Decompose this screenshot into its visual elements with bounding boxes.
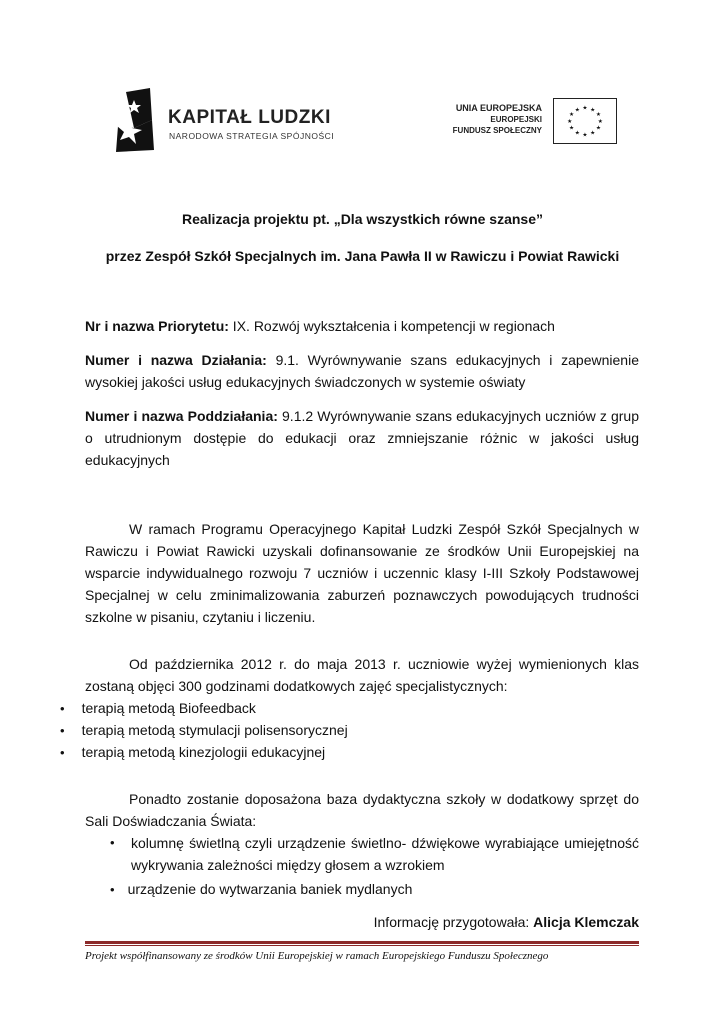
list-item [110, 832, 639, 876]
document-title: Realizacja projektu pt. „Dla wszystkich równe szanse” [181, 211, 543, 227]
svg-text:★: ★ [595, 125, 601, 132]
svg-text:★: ★ [574, 130, 580, 137]
svg-text:★: ★ [567, 118, 573, 125]
svg-text:★: ★ [582, 132, 588, 139]
svg-text:★: ★ [590, 130, 596, 137]
action-value: 9.1. Wyrównywanie szans edukacyjnych i zapewnienie wysokiej jakości usług edukacyjnych świadczonych w systemie oświaty [85, 352, 639, 390]
bullet-icon: • [60, 745, 65, 760]
signature-label: Informację przygotowała: [373, 914, 534, 930]
svg-text:★: ★ [574, 107, 580, 114]
eu-line-1: UNIA EUROPEJSKA [455, 103, 542, 113]
list-item-text: terapią metodą Biofeedback [81, 700, 256, 716]
subaction-value: 9.1.2 Wyrównywanie szans edukacyjnych uczniów z grup o utrudnionym dostępie do edukacji oraz zmniejszanie różnic w jakości usług edukacyjnych [85, 408, 639, 468]
list-item-text: kolumnę świetlną czyli urządzenie świetlno- dźwiękowe wyrabiające umiejętność wykrywania zależności między głosem a wzrokiem [131, 835, 639, 873]
footer-divider [85, 941, 639, 944]
kapital-ludzki-logo-icon [112, 88, 162, 156]
action-line [85, 349, 639, 393]
signature-line [374, 914, 639, 930]
eu-line-2: EUROPEJSKI [490, 115, 542, 124]
eu-line-3: FUNDUSZ SPOŁECZNY [452, 126, 542, 135]
list-item [110, 878, 412, 901]
list-item-text: terapią metodą kinezjologii edukacyjnej [81, 744, 326, 760]
logo-subtitle: NARODOWA STRATEGIA SPÓJNOŚCI [169, 131, 335, 141]
list-item [60, 719, 348, 742]
list-item [60, 697, 256, 720]
list-item-text: urządzenie do wytwarzania baniek mydlanych [127, 881, 413, 897]
svg-text:★: ★ [597, 118, 603, 125]
svg-text:★: ★ [569, 125, 575, 132]
svg-text:★: ★ [595, 112, 601, 119]
footer-divider-thin [85, 945, 639, 946]
signature-name: Alicja Klemczak [533, 914, 639, 930]
bullet-icon: • [110, 882, 115, 897]
eu-logo-text [436, 103, 542, 136]
paragraph-3: Ponadto zostanie doposażona baza dydaktyczna szkoły w dodatkowy sprzęt do Sali Doświadczania Świata: [85, 791, 639, 829]
bullet-icon: • [60, 701, 65, 716]
priority-line [85, 315, 639, 337]
bullet-icon: • [60, 723, 65, 738]
paragraph-2: Od października 2012 r. do maja 2013 r. uczniowie wyżej wymienionych klas zostaną objęci 300 godzinami dodatkowych zajęć specjalistycznych: [85, 656, 639, 694]
footer-text: Projekt współfinansowany ze środków Unii Europejskiej w ramach Europejskiego Funduszu Społecznego [85, 950, 549, 962]
paragraph-1: W ramach Programu Operacyjnego Kapitał Ludzki Zespół Szkół Specjalnych w Rawiczu i Powiat Rawicki uzyskali dofinansowanie ze środków Unii Europejskiej na wsparcie indywidualnego rozwoju 7 uczniów i uczennic klasy I-III Szkoły Podstawowej Specjalnej w celu zminimalizowania zaburzeń poznawczych powodujących trudności szkolne w pisaniu, czytaniu i liczeniu. [85, 521, 639, 625]
bullet-icon: • [110, 835, 115, 850]
logo-title: KAPITAŁ LUDZKI [168, 107, 331, 128]
eu-flag-icon [553, 98, 617, 144]
subaction-label: Numer i nazwa Poddziałania: [85, 408, 278, 424]
list-item-text: terapią metodą stymulacji polisensorycznej [81, 722, 348, 738]
priority-value: IX. Rozwój wykształcenia i kompetencji w regionach [228, 318, 555, 334]
priority-label: Nr i nazwa Priorytetu: [85, 318, 229, 334]
svg-text:★: ★ [582, 105, 588, 112]
list-item [60, 741, 325, 764]
subaction-line [85, 405, 639, 471]
document-subtitle: przez Zespół Szkół Specjalnych im. Jana Pawła II w Rawiczu i Powiat Rawicki [105, 248, 620, 264]
svg-text:★: ★ [569, 112, 575, 119]
action-label: Numer i nazwa Działania: [85, 352, 267, 368]
svg-text:★: ★ [590, 107, 596, 114]
